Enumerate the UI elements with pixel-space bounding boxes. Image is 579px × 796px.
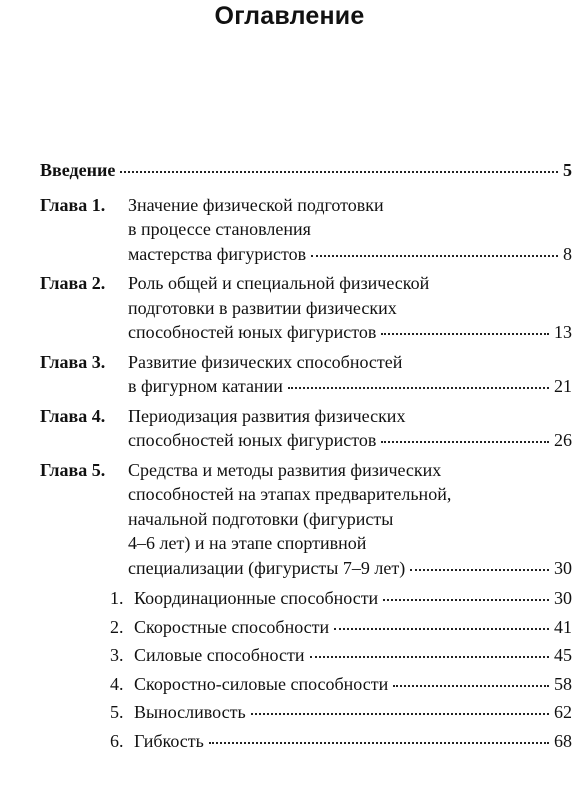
toc-subsection-6[interactable]	[40, 729, 572, 754]
dot-leader	[288, 387, 549, 389]
chapter-label: Глава 1.	[40, 194, 106, 215]
toc-page-number: 68	[554, 730, 572, 751]
toc-page-number: 41	[554, 616, 572, 637]
dot-leader	[334, 628, 549, 630]
subsection-number: 6.	[110, 730, 124, 751]
subsection-title: Координационные способности	[134, 588, 379, 608]
toc-page-number: 45	[554, 645, 572, 665]
toc-entry-chapter-5[interactable]	[40, 458, 572, 581]
toc-entry-chapter-2[interactable]	[40, 271, 572, 345]
chapter-title-line: способностей юных фигуристов	[128, 430, 377, 450]
toc-page-number: 21	[554, 376, 572, 396]
subsection-title: Выносливость	[134, 702, 246, 722]
toc-page-number: 8	[563, 243, 572, 264]
dot-leader	[410, 569, 549, 571]
dot-leader	[120, 171, 558, 173]
toc-page-number: 30	[554, 588, 572, 608]
chapter-title-line: Развитие физических способностей	[128, 351, 403, 372]
chapter-title-line: способностей юных фигуристов	[128, 322, 377, 342]
toc-page-number: 5	[563, 160, 572, 180]
chapter-title-line: способностей на этапах предварительной,	[128, 484, 452, 504]
dot-leader	[393, 685, 549, 687]
subsection-number: 1.	[110, 588, 124, 608]
toc-subsection-4[interactable]	[40, 672, 572, 697]
chapter-label: Глава 4.	[40, 405, 106, 426]
chapter-label: Глава 3.	[40, 351, 106, 372]
chapter-title-line: Периодизация развития физических	[128, 405, 406, 426]
dot-leader	[311, 255, 558, 257]
subsection-title: Гибкость	[134, 730, 204, 751]
toc-subsection-1[interactable]	[40, 586, 572, 611]
chapter-title-line: мастерства фигуристов	[128, 243, 307, 264]
dot-leader	[381, 441, 549, 443]
toc-subsection-3[interactable]	[40, 643, 572, 668]
toc-page-number: 30	[554, 557, 572, 578]
toc-subsection-2[interactable]	[40, 615, 572, 640]
subsection-number: 4.	[110, 673, 124, 694]
table-of-contents	[40, 158, 572, 753]
subsection-title: Скоростные способности	[134, 616, 330, 637]
chapter-title-line: подготовки в развитии физических	[128, 297, 397, 318]
chapter-label: Глава 2.	[40, 273, 106, 293]
toc-page-number: 26	[554, 430, 572, 450]
toc-subsection-5[interactable]	[40, 700, 572, 725]
dot-leader	[251, 713, 549, 715]
subsection-number: 2.	[110, 616, 124, 637]
chapter-title-line: специализации (фигуристы 7–9 лет)	[128, 557, 406, 578]
dot-leader	[381, 333, 549, 335]
dot-leader	[310, 656, 550, 658]
chapter-title-line: Средства и методы развития физических	[128, 459, 442, 480]
subsection-title: Скоростно-силовые способности	[134, 673, 389, 694]
toc-entry-intro[interactable]	[40, 158, 572, 183]
chapter-label: Глава 5.	[40, 459, 106, 480]
toc-page-number: 58	[554, 673, 572, 694]
toc-intro-label: Введение	[40, 160, 116, 180]
toc-entry-chapter-4[interactable]	[40, 404, 572, 453]
chapter-title-line: в процессе становления	[128, 219, 311, 239]
toc-entry-chapter-3[interactable]	[40, 350, 572, 399]
chapter-title-line: 4–6 лет) и на этапе спортивной	[128, 533, 367, 553]
toc-entry-chapter-1[interactable]	[40, 193, 572, 267]
page-title: Оглавление	[214, 2, 365, 30]
subsection-number: 5.	[110, 702, 124, 722]
dot-leader	[383, 599, 549, 601]
toc-page-number: 62	[554, 702, 572, 722]
chapter-title-line: в фигурном катании	[128, 376, 283, 396]
dot-leader	[209, 742, 549, 744]
chapter-title-line: Значение физической подготовки	[128, 194, 384, 215]
chapter-title-line: начальной подготовки (фигуристы	[128, 508, 394, 529]
toc-page-number: 13	[554, 322, 572, 342]
subsection-number: 3.	[110, 645, 124, 665]
chapter-title-line: Роль общей и специальной физической	[128, 273, 430, 293]
subsection-title: Силовые способности	[134, 645, 305, 665]
